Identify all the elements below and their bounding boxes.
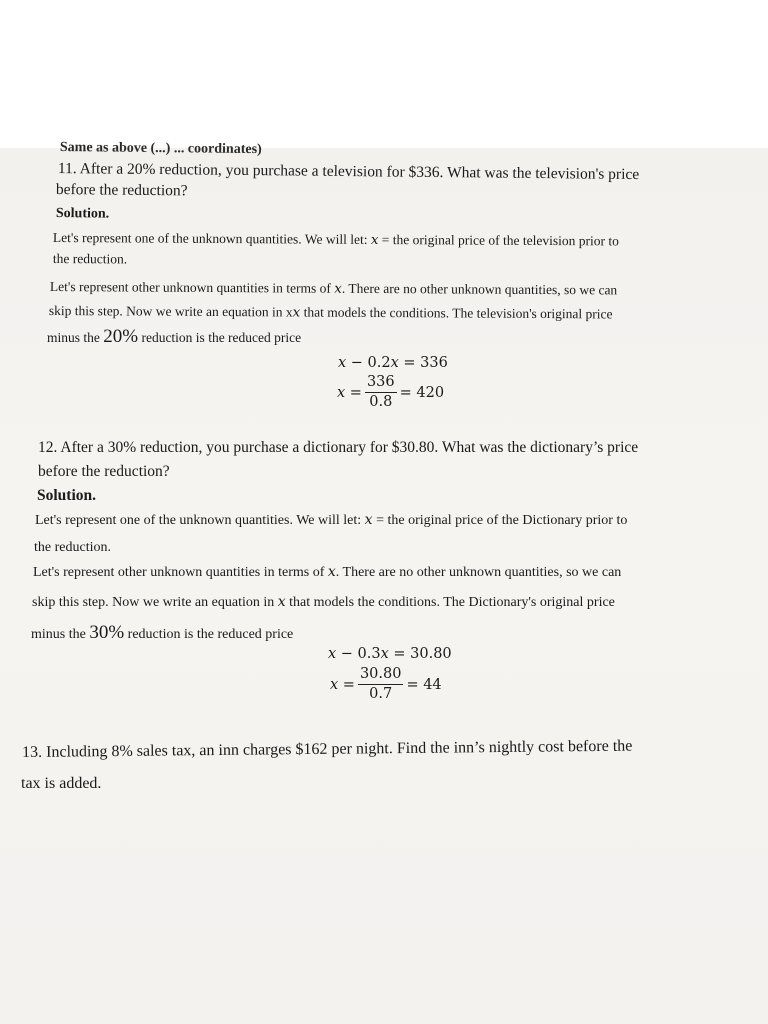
problem-12-s5-percent: 30% — [89, 622, 125, 643]
problem-11-question-line2: before the reduction? — [55, 181, 188, 200]
problem-12-eq2-rhs: = 44 — [406, 676, 442, 693]
problem-12-solution-label: Solution. — [37, 487, 97, 504]
problem-11-q-part-c: reduction, you purchase a television for $336. What was the television's price — [155, 161, 640, 184]
problem-11-solution-line2: the reduction. — [52, 251, 128, 267]
problem-12-eq2-denominator: 0.7 — [369, 686, 393, 703]
problem-12-eq2-lhs: 𝑥 = — [330, 676, 355, 693]
problem-11-eq2-denominator: 0.8 — [369, 394, 393, 411]
problem-11-equation-1: 𝑥 − 0.2𝑥 = 336 — [338, 355, 448, 371]
problem-12-solution-line4: skip this step. Now we write an equation in 𝑥 that models the conditions. The Dictionary's original price — [32, 595, 615, 610]
problem-13-question-line1: 13. Including 8% sales tax, an inn charges $162 per night. Find the inn’s nightly cost before the — [22, 737, 633, 761]
problem-11-solution-label: Solution. — [55, 206, 110, 222]
problem-11-solution-line3: Let's represent other unknown quantities in terms of 𝑥. There are no other unknown quantities, so we can — [49, 279, 618, 298]
problem-11-q-part-a: 11. After a — [57, 160, 128, 178]
problem-11-s5-part-b: reduction is the reduced price — [138, 330, 302, 345]
header-partial: Same as above (...) ... coordinates) — [59, 140, 262, 158]
problem-11-equation-2 — [337, 374, 444, 412]
problem-11-eq2-rhs: = 420 — [399, 384, 445, 401]
problem-12-eq2-fraction — [358, 666, 404, 704]
problem-12-question-line2: before the reduction? — [38, 463, 170, 480]
problem-12-equation-2 — [330, 666, 442, 704]
problem-12-equation-1: 𝑥 − 0.3𝑥 = 30.80 — [328, 646, 452, 662]
problem-12-question-line1: 12. After a 30% reduction, you purchase a dictionary for $30.80. What was the dictionary’s price — [38, 439, 639, 456]
problem-11-solution-line4: skip this step. Now we write an equation in x𝑥 that models the conditions. The television's original price — [48, 303, 613, 322]
problem-11-eq2-numerator: 336 — [365, 374, 397, 393]
problem-13-question-line2: tax is added. — [21, 775, 102, 792]
problem-12-solution-line3: Let's represent other unknown quantities in terms of 𝑥. There are no other unknown quantities, so we can — [33, 565, 622, 580]
problem-12-eq2-numerator: 30.80 — [358, 666, 404, 685]
problem-12-solution-line1: Let's represent one of the unknown quantities. We will let: 𝑥 = the original price of the Dictionary prior to — [35, 513, 628, 528]
problem-11-eq2-fraction — [365, 374, 397, 412]
problem-12-solution-line5 — [31, 622, 293, 644]
problem-12-solution-line2: the reduction. — [34, 540, 111, 555]
problem-11-s5-part-a: minus the — [47, 330, 104, 345]
problem-11-solution-line1: Let's represent one of the unknown quantities. We will let: 𝑥 = the original price of the television prior to — [52, 230, 619, 249]
problem-11-eq2-lhs: 𝑥 = — [337, 384, 362, 401]
problem-11-q-percent: 20% — [126, 160, 156, 179]
problem-11-s5-percent: 20% — [103, 326, 139, 347]
problem-11-solution-line5 — [47, 326, 301, 348]
problem-12-s5-part-b: reduction is the reduced price — [124, 627, 294, 642]
problem-12-s5-part-a: minus the — [31, 627, 90, 642]
